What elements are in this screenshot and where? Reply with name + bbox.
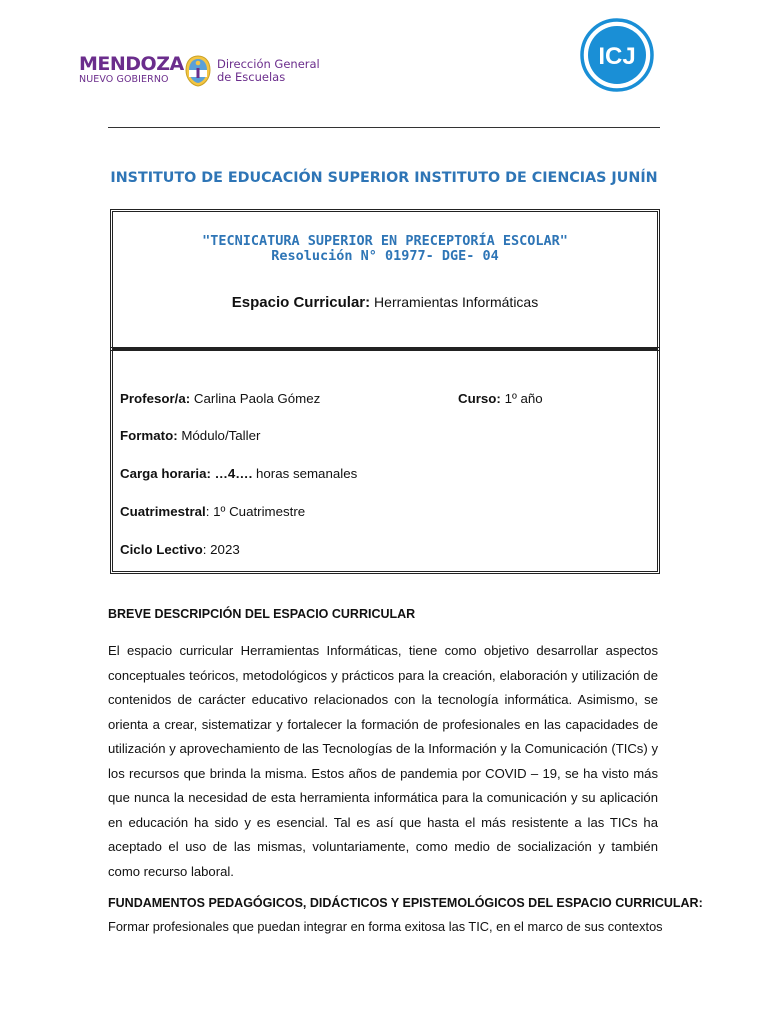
mendoza-coat-of-arms-icon — [184, 54, 212, 88]
formato-value: Módulo/Taller — [181, 428, 261, 443]
mendoza-title: MENDOZA — [79, 53, 184, 75]
ciclo-lectivo-label: Ciclo Lectivo — [120, 542, 203, 557]
ciclo-lectivo-row — [120, 542, 240, 558]
formato-row — [120, 428, 260, 444]
curso-row — [458, 391, 543, 407]
document-header — [0, 0, 768, 110]
carga-horaria-row — [120, 466, 357, 482]
formato-label: Formato: — [120, 428, 178, 443]
carga-horaria-label: Carga horaria: …4…. — [120, 466, 253, 481]
institute-title: INSTITUTO DE EDUCACIÓN SUPERIOR INSTITUTO DE CIENCIAS JUNÍN — [110, 170, 658, 186]
program-box — [110, 209, 660, 351]
profesor-label: Profesor/a: — [120, 391, 191, 406]
curricular-space — [113, 294, 657, 311]
curso-value: 1º año — [504, 391, 543, 406]
curricular-space-label: Espacio Curricular: — [231, 294, 371, 311]
dge-logo-text — [217, 58, 320, 84]
mendoza-subtitle: NUEVO GOBIERNO — [79, 74, 169, 85]
dge-line-1: Dirección General — [217, 57, 320, 71]
icj-logo-icon — [578, 18, 656, 92]
header-divider — [108, 127, 660, 128]
description-body: El espacio curricular Herramientas Informáticas, tiene como objetivo desarrollar aspectos conceptuales teóricos, metodológicos y prácticos para la creación, elaboración y utilización de contenidos de carácter educativo relacionados con la tecnología informática. Asimismo, se orienta a crear, sistematizar y fortalecer la formación de profesionales en las capacidades de utilización y aprovechamiento de las Tecnologías de la Información y la Comunicación (TICs) y los recursos que brinda la misma. Estos años de pandemia por COVID – 19, se ha visto más que nunca la necesidad de esta herramienta informática para la comunicación y su aplicación en educación ha sido y es esencial. Tal es así que hasta el más resistente a las TICs ha aceptado el uso de las mismas, voluntariamente, como medio de socialización y también como recurso laboral. — [108, 643, 658, 879]
cuatrimestral-row — [120, 504, 305, 520]
carga-horaria-value: horas semanales — [255, 466, 358, 481]
ciclo-lectivo-value: : 2023 — [202, 542, 240, 557]
curso-label: Curso: — [458, 391, 501, 406]
fundamentos-body: Formar profesionales que puedan integrar en forma exitosa las TIC, en el marco de sus contextos — [108, 919, 663, 934]
curricular-space-value: Herramientas Informáticas — [374, 294, 539, 310]
dge-line-2: de Escuelas — [217, 70, 286, 84]
icj-logo-text: ICJ — [598, 43, 636, 70]
description-heading: BREVE DESCRIPCIÓN DEL ESPACIO CURRICULAR — [108, 607, 416, 621]
profesor-row — [120, 391, 320, 407]
mendoza-logo — [79, 54, 184, 85]
cuatrimestral-label: Cuatrimestral — [120, 504, 206, 519]
cuatrimestral-value: : 1º Cuatrimestre — [205, 504, 306, 519]
fundamentos-heading: FUNDAMENTOS PEDAGÓGICOS, DIDÁCTICOS Y EPISTEMOLÓGICOS DEL ESPACIO CURRICULAR: — [108, 896, 703, 910]
program-resolution: Resolución N° 01977- DGE- 04 — [271, 248, 499, 264]
course-details-box — [110, 347, 660, 574]
program-title: "TECNICATURA SUPERIOR EN PRECEPTORÍA ESCOLAR" — [202, 233, 568, 249]
profesor-value: Carlina Paola Gómez — [193, 391, 321, 406]
